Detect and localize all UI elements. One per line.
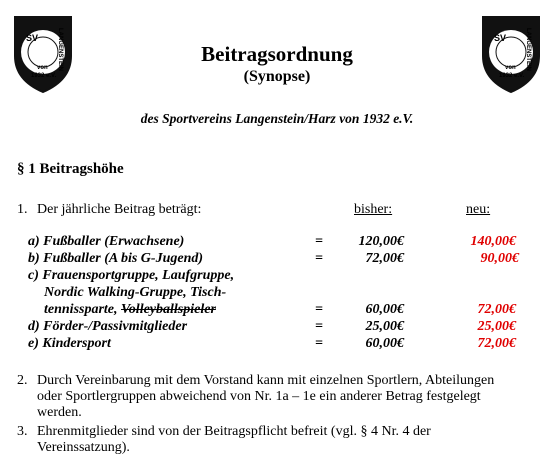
fee-equals-b: =	[315, 251, 323, 266]
fee-old-e: 60,00€	[365, 336, 404, 351]
fee-new-b: 90,00€	[480, 251, 519, 266]
fee-label-c-line3	[44, 302, 216, 318]
item1-text: Der jährliche Beitrag beträgt:	[37, 202, 202, 217]
logo-sv-text: SV	[494, 33, 507, 43]
column-new-header: neu:	[466, 202, 491, 217]
fee-label-b: b) Fußballer (A bis G-Jugend)	[28, 251, 204, 266]
fee-new-a: 140,00€	[470, 234, 516, 249]
fee-equals-e: =	[315, 336, 323, 351]
fee-label-c-line2: Nordic Walking-Gruppe, Tisch-	[44, 285, 227, 300]
logo-year-text: 1932 e.V.	[31, 73, 57, 79]
item3-line1: Ehrenmitglieder sind von der Beitragspflicht befreit (vgl. § 4 Nr. 4 der	[37, 424, 431, 439]
document-subtitle: (Synopse)	[243, 68, 311, 85]
fee-new-d: 25,00€	[477, 319, 516, 334]
fee-label-c-line1: c) Frauensportgruppe, Laufgruppe,	[28, 268, 235, 283]
section-title: § 1 Beitragshöhe	[17, 161, 124, 177]
fee-old-c: 60,00€	[365, 302, 404, 317]
logo-von-text: von	[505, 65, 516, 71]
item2-line3: werden.	[37, 405, 82, 420]
item2-line2: oder Sportlergruppen abweichend von Nr. 1a – 1e ein anderer Betrag festgelegt	[37, 389, 481, 404]
fee-new-e: 72,00€	[477, 336, 516, 351]
item3-number: 3.	[17, 424, 28, 439]
item3-line2: Vereinssatzung).	[37, 440, 130, 455]
fee-old-b: 72,00€	[365, 251, 404, 266]
item1-number: 1.	[17, 202, 28, 217]
logo-ring-text: LANGENSTEIN	[57, 28, 63, 72]
item2-line1: Durch Vereinbarung mit dem Vorstand kann mit einzelnen Sportlern, Abteilungen	[37, 373, 495, 388]
fee-label-c-line3-text: tennissparte,	[44, 302, 122, 317]
fee-label-e: e) Kindersport	[28, 336, 111, 351]
logo-ring-text: LANGENSTEIN	[525, 28, 531, 72]
logo-sv-text: SV	[26, 33, 39, 43]
logo-von-text: von	[37, 65, 48, 71]
fee-label-a: a) Fußballer (Erwachsene)	[28, 234, 185, 249]
fee-label-c-struck-text: Volleyballspieler	[121, 302, 216, 317]
fee-old-a: 120,00€	[358, 234, 404, 249]
fee-label-d: d) Förder-/Passivmitglieder	[28, 319, 188, 334]
fee-old-d: 25,00€	[365, 319, 404, 334]
org-line: des Sportvereins Langenstein/Harz von 1932 e.V.	[140, 111, 414, 126]
fee-equals-c: =	[315, 302, 323, 317]
fee-equals-d: =	[315, 319, 323, 334]
document-title: Beitragsordnung	[201, 42, 353, 66]
logo-year-text: 1932 e.V.	[499, 73, 525, 79]
fee-new-c: 72,00€	[477, 302, 516, 317]
column-old-header: bisher:	[354, 202, 393, 217]
item2-number: 2.	[17, 373, 28, 388]
fee-equals-a: =	[315, 234, 323, 249]
